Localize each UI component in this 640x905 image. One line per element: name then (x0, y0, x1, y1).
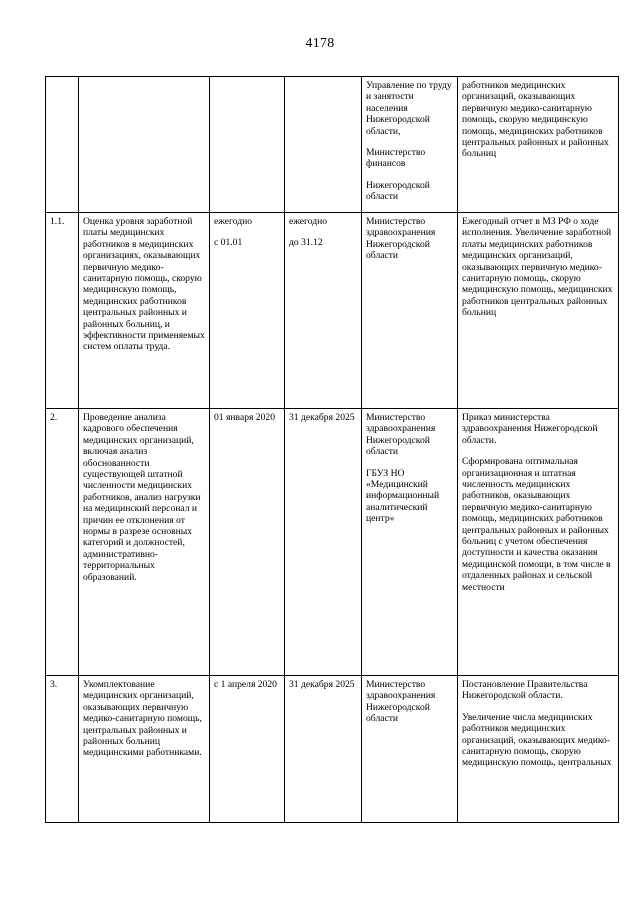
cell-paragraph: 31 декабря 2025 (289, 679, 355, 690)
table-row (46, 409, 619, 676)
cell-result (458, 213, 619, 409)
cell-paragraph: Ежегодный отчет в МЗ РФ о ходе исполнения. Увеличение заработной платы медицинских работников медицинских организаций, оказывающих первичную медико-санитарную помощь, скорую медицинскую помощь, медицинских работников центральных районных больниц (462, 216, 613, 319)
table-row (46, 676, 619, 823)
cell-paragraph: Приказ министерства здравоохранения Нижегородской области. (462, 412, 598, 446)
cell-paragraph: ежегодно (289, 216, 328, 227)
cell-paragraph: Министерство здравоохранения Нижегородской области (366, 412, 436, 458)
cell-paragraph: Проведение анализа кадрового обеспечения медицинских организаций, включая анализ обоснованности существующей штатной численности медицинских работников, анализ нагрузки на медицинский персонал и причин ее отклонения от нормы в разрезе основных категорий и должностей, административно-территориальных образований. (83, 412, 201, 583)
cell-paragraph: Укомплектование медицинских организаций, оказывающих первичную медико-санитарную помощь, центральных районных и районных больниц медицинскими работниками. (83, 679, 202, 759)
table-row (46, 77, 619, 213)
measures-table (45, 76, 619, 823)
cell-paragraph: Управление по труду и занятости населения Нижегородской области, (366, 80, 452, 137)
cell-paragraph: Увеличение числа медицинских работников медицинских организаций, оказывающих медико-санитарную помощь, скорую медицинскую помощь, центральных (462, 711, 612, 769)
cell-start (210, 676, 285, 823)
cell-measure (79, 77, 210, 213)
cell-start (210, 213, 285, 409)
cell-number: 3. (46, 676, 79, 823)
cell-number: 1.1. (46, 213, 79, 409)
cell-end (285, 676, 362, 823)
cell-paragraph: ГБУЗ НО «Медицинский информационный аналитический центр» (366, 467, 440, 525)
cell-number: 2. (46, 409, 79, 676)
cell-paragraph: с 01.01 (214, 237, 243, 249)
cell-measure (79, 409, 210, 676)
cell-paragraph: Постановление Правительства Нижегородской области. (462, 679, 588, 702)
table-body (46, 77, 619, 823)
cell-start (210, 77, 285, 213)
cell-start (210, 409, 285, 676)
cell-executors (362, 213, 458, 409)
cell-paragraph: до 31.12 (289, 237, 323, 249)
cell-end (285, 77, 362, 213)
cell-executors (362, 676, 458, 823)
cell-paragraph: 01 января 2020 (214, 412, 275, 423)
cell-paragraph: Министерство здравоохранения Нижегородской области (366, 679, 436, 725)
cell-measure (79, 676, 210, 823)
cell-end (285, 409, 362, 676)
cell-paragraph: 31 декабря 2025 (289, 412, 355, 423)
table-row (46, 213, 619, 409)
cell-paragraph: Оценка уровня заработной платы медицинских работников в медицинских организациях, оказывающих первичную медико-санитарную помощь, скорую медицинскую помощь, медицинских работников центральных районных и районных больниц, и эффективности применяемых систем оплаты труда. (83, 216, 205, 353)
page-number: 4178 (305, 36, 335, 51)
cell-result (458, 676, 619, 823)
cell-measure (79, 213, 210, 409)
cell-result (458, 409, 619, 676)
cell-executors (362, 77, 458, 213)
cell-executors (362, 409, 458, 676)
cell-paragraph: работников медицинских организаций, оказывающих первичную медико-санитарную помощь, скорую медицинскую помощь, медицинских работников центральных районных и районных больниц (462, 80, 609, 160)
cell-paragraph: с 1 апреля 2020 (214, 679, 277, 690)
cell-paragraph: Сформирована оптимальная организационная и штатная численность медицинских работников, оказывающих первичную медико-санитарную помощь, медицинских работников центральных районных и районных больниц с учетом обеспечения доступности и качества оказания медицинской помощи, в том числе в отдаленных районах и сельской местности (462, 456, 611, 593)
cell-paragraph: Министерство здравоохранения Нижегородской области (366, 216, 436, 262)
cell-number (46, 77, 79, 213)
cell-result (458, 77, 619, 213)
cell-paragraph: Нижегородской области (366, 179, 430, 203)
cell-paragraph: Министерство финансов (366, 147, 426, 170)
cell-paragraph: ежегодно (214, 216, 253, 227)
cell-end (285, 213, 362, 409)
